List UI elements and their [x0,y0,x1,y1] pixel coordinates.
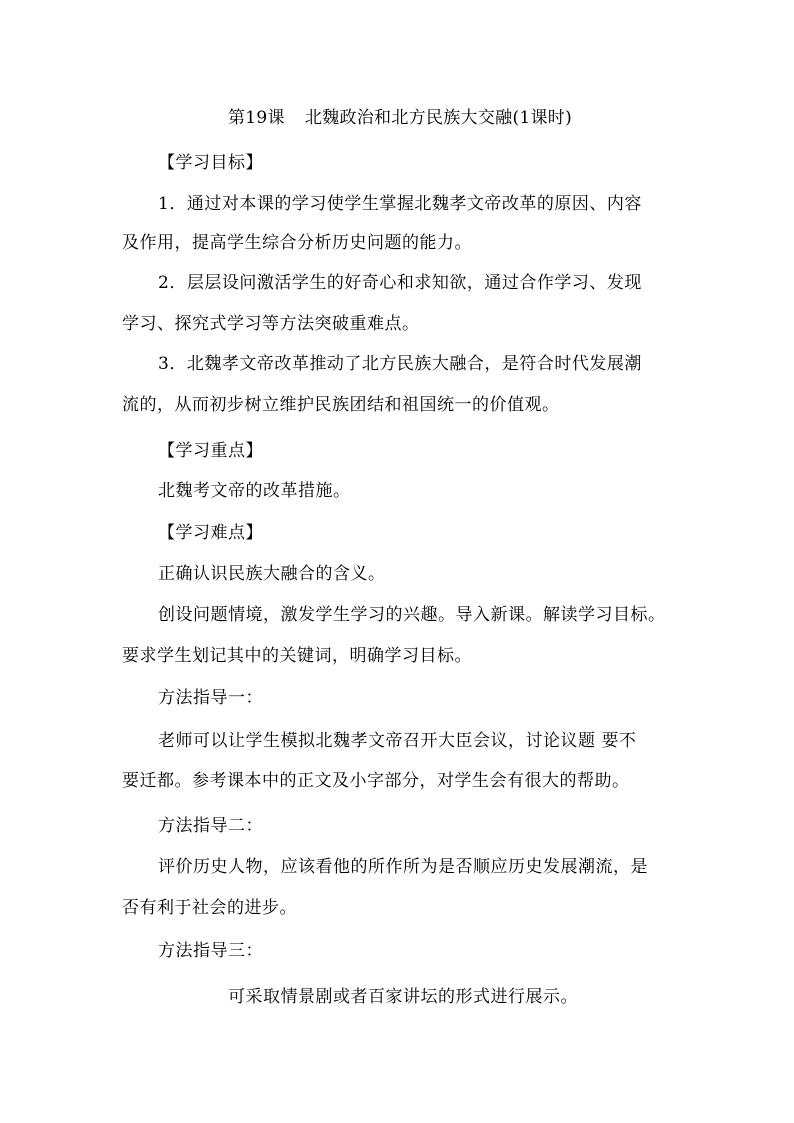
method-3-heading: 方法指导三： [158,941,263,961]
method-2-line-1: 评价历史人物，应该看他的所作所为是否顺应历史发展潮流，是 [158,857,648,877]
method-1-heading: 方法指导一： [158,688,263,708]
objective-1-line-2: 及作用，提高学生综合分析历史问题的能力。 [122,233,472,253]
lesson-name: 北魏政治和北方民族大交融(1课时) [304,108,573,128]
objective-2-line-2: 学习、探究式学习等方法突破重难点。 [122,314,420,334]
objective-1-line-1: 1．通过对本课的学习使学生掌握北魏孝文帝改革的原因、内容 [158,194,642,214]
method-1-line-1: 老师可以让学生模拟北魏孝文帝召开大臣会议，讨论议题 要不 [158,731,637,751]
key-text: 北魏考文帝的改革措施。 [158,481,351,501]
intro-line-2: 要求学生划记其中的关键词，明确学习目标。 [122,646,472,666]
objective-2-line-1: 2．层层设问激活学生的好奇心和求知欲，通过合作学习、发现 [158,273,642,293]
method-3-text: 可采取情景剧或者百家讲坛的形式进行展示。 [228,987,578,1007]
key-heading: 【学习重点】 [158,441,263,461]
lesson-number: 第19课 [228,108,285,128]
method-1-line-2: 要迁都。参考课本中的正文及小字部分，对学生会有很大的帮助。 [122,771,630,791]
lesson-title [228,107,572,129]
method-2-line-2: 否有利于社会的进步。 [122,898,297,918]
difficulty-heading: 【学习难点】 [158,523,263,543]
intro-line-1: 创设问题情境，激发学生学习的兴趣。导入新课。解读学习目标。 [158,605,666,625]
objective-3-line-1: 3．北魏孝文帝改革推动了北方民族大融合，是符合时代发展潮 [158,354,642,374]
difficulty-text: 正确认识民族大融合的含义。 [158,564,386,584]
method-2-heading: 方法指导二： [158,816,263,836]
objectives-heading: 【学习目标】 [158,153,263,173]
objective-3-line-2: 流的，从而初步树立维护民族团结和祖国统一的价值观。 [122,395,560,415]
